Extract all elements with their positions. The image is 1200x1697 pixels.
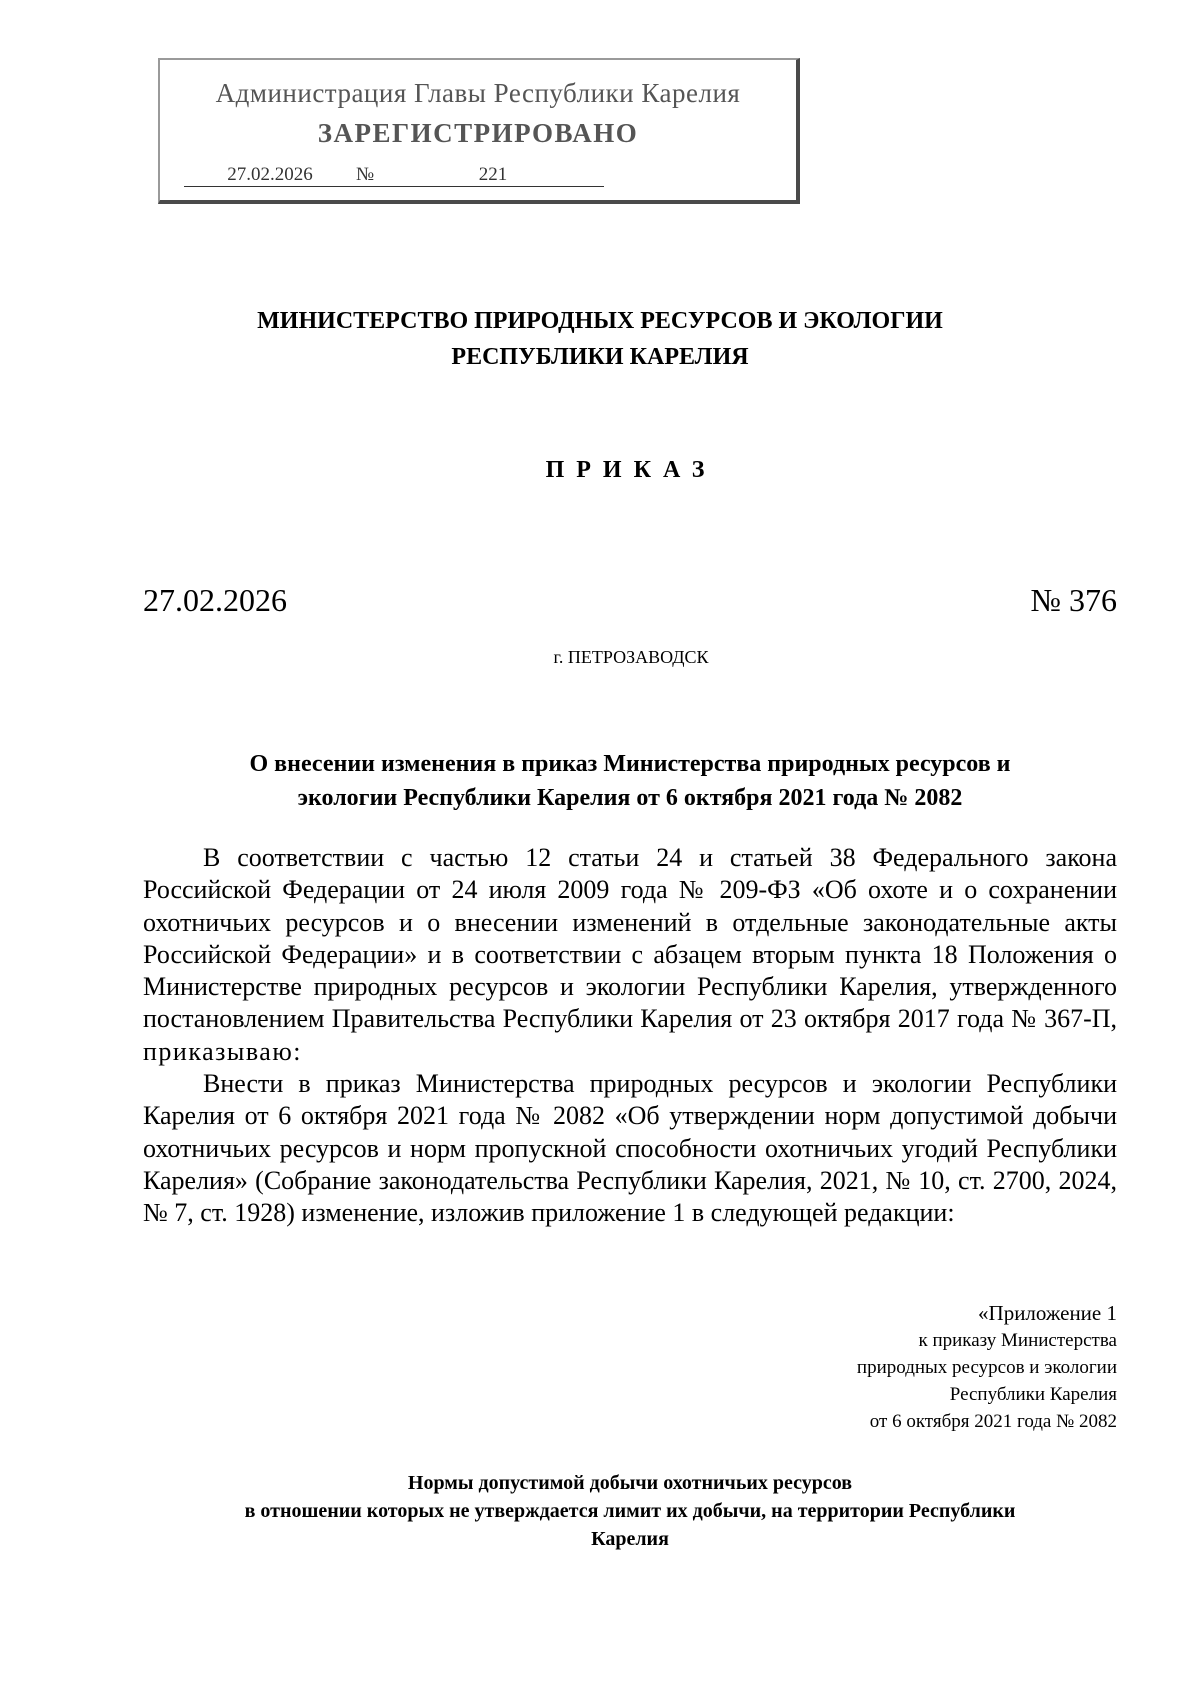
stamp-number-sign: №	[356, 164, 382, 187]
body-paragraph-2: Внести в приказ Министерства природных ресурсов и экологии Республики Карелия от 6 октября 2021 года № 2082 «Об утверждении норм допустимой добычи охотничьих ресурсов и норм пропускной способности охотничьих угодий Республики Карелия» (Собрание законодательства Республики Карелия, 2021, № 10, ст. 2700, 2024, № 7, ст. 1928) изменение, изложив приложение 1 в следующей редакции:	[143, 1069, 1117, 1228]
body-paragraph-1-tail: приказываю:	[143, 1036, 302, 1066]
ministry-title-line1: МИНИСТЕРСТВО ПРИРОДНЫХ РЕСУРСОВ И ЭКОЛОГИИ	[257, 308, 943, 334]
stamp-status: ЗАРЕГИСТРИРОВАНО	[317, 118, 639, 148]
city: г. ПЕТРОЗАВОДСК	[553, 647, 709, 667]
stamp-registration-row	[184, 164, 604, 187]
appendix-line4: Республики Карелия	[949, 1384, 1117, 1405]
order-date: 27.02.2026	[143, 582, 287, 618]
ministry-title	[0, 303, 1200, 375]
subject-line2: экологии Республики Карелия от 6 октября 2021 года № 2082	[297, 785, 963, 811]
stamp-number: 221	[382, 164, 604, 187]
appendix-line3: природных ресурсов и экологии	[856, 1357, 1117, 1378]
appendix-line1: «Приложение 1	[978, 1301, 1117, 1325]
body-paragraph-1	[143, 842, 1117, 1068]
order-number: № 376	[1030, 582, 1117, 618]
registration-stamp	[158, 58, 800, 204]
body-paragraph-1-text: В соответствии с частью 12 статьи 24 и статьей 38 Федерального закона Российской Федерации от 24 июля 2009 года № 209-ФЗ «Об охоте и о сохранении охотничьих ресурсов и о внесении изменений в отдельные законодательные акты Российской Федерации» и в соответствии с абзацем вторым пункта 18 Положения о Министерстве природных ресурсов и экологии Республики Карелия, утвержденного постановлением Правительства Республики Карелия от 23 октября 2017 года № 367-П,	[143, 843, 1117, 1034]
norms-line3: Карелия	[591, 1528, 669, 1550]
norms-title	[143, 1469, 1117, 1553]
appendix-header	[717, 1300, 1117, 1435]
subject-line1: О внесении изменения в приказ Министерства природных ресурсов и	[249, 751, 1011, 777]
order-body	[143, 842, 1117, 1230]
norms-line1: Нормы допустимой добычи охотничьих ресурсов	[407, 1472, 853, 1494]
document-type: ПРИКАЗ	[545, 457, 717, 483]
ministry-title-line2: РЕСПУБЛИКИ КАРЕЛИЯ	[451, 344, 749, 370]
order-subject	[143, 747, 1117, 815]
stamp-title: Администрация Главы Республики Карелия	[215, 78, 741, 108]
norms-line2: в отношении которых не утверждается лимит их добычи, на территории Республики	[244, 1500, 1016, 1522]
stamp-date: 27.02.2026	[184, 164, 356, 187]
appendix-line2: к приказу Министерства	[918, 1330, 1117, 1351]
appendix-line5: от 6 октября 2021 года № 2082	[869, 1411, 1117, 1432]
